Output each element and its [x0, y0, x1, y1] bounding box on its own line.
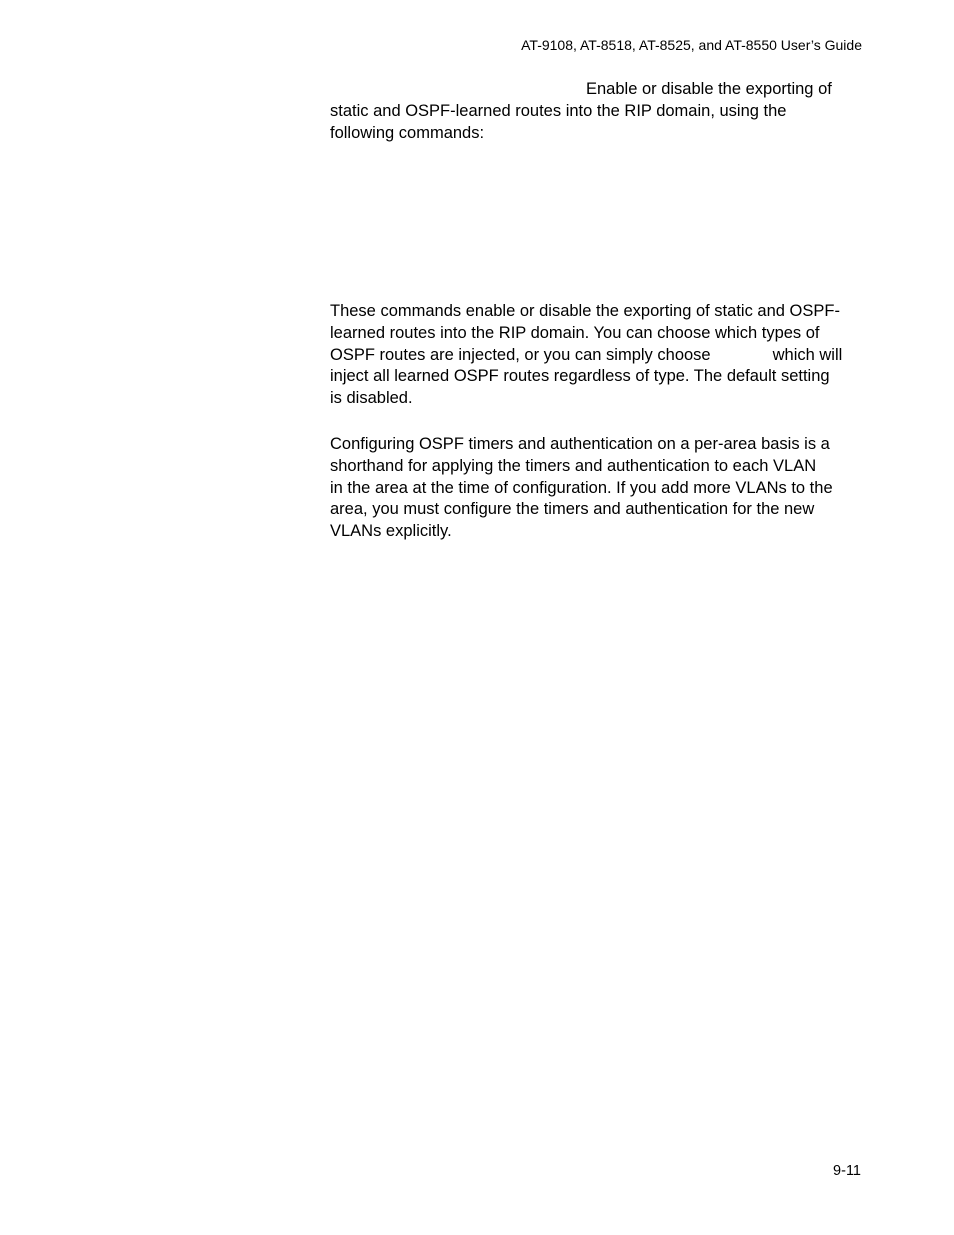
timers-line: in the area at the time of configuration. If you add more VLANs to the — [330, 478, 833, 497]
timers-line: area, you must configure the timers and authentication for the new — [330, 500, 815, 519]
description-line: is disabled. — [330, 389, 413, 408]
timers-line: Configuring OSPF timers and authentication on a per-area basis is a — [330, 435, 830, 453]
intro-paragraph — [330, 79, 865, 144]
description-line-start: OSPF routes are injected, or you can simply choose — [330, 345, 711, 364]
description-line: These commands enable or disable the exporting of static and OSPF- — [330, 302, 840, 320]
description-line — [330, 345, 865, 367]
description-line-end: which will — [772, 345, 843, 364]
description-line: inject all learned OSPF routes regardless of type. The default setting — [330, 367, 830, 386]
timers-line: VLANs explicitly. — [330, 522, 452, 541]
intro-line: static and OSPF-learned routes into the RIP domain, using the — [330, 101, 787, 120]
intro-line: Enable or disable the exporting of — [586, 80, 832, 98]
timers-line: shorthand for applying the timers and authentication to each VLAN — [330, 456, 817, 475]
timers-paragraph — [330, 434, 865, 543]
description-line: learned routes into the RIP domain. You can choose which types of — [330, 323, 820, 342]
page-number: 9-11 — [833, 1163, 861, 1179]
description-paragraph — [330, 301, 865, 410]
running-header: AT-9108, AT-8518, AT-8525, and AT-8550 User’s Guide — [521, 37, 862, 53]
intro-line: following commands: — [330, 123, 485, 142]
